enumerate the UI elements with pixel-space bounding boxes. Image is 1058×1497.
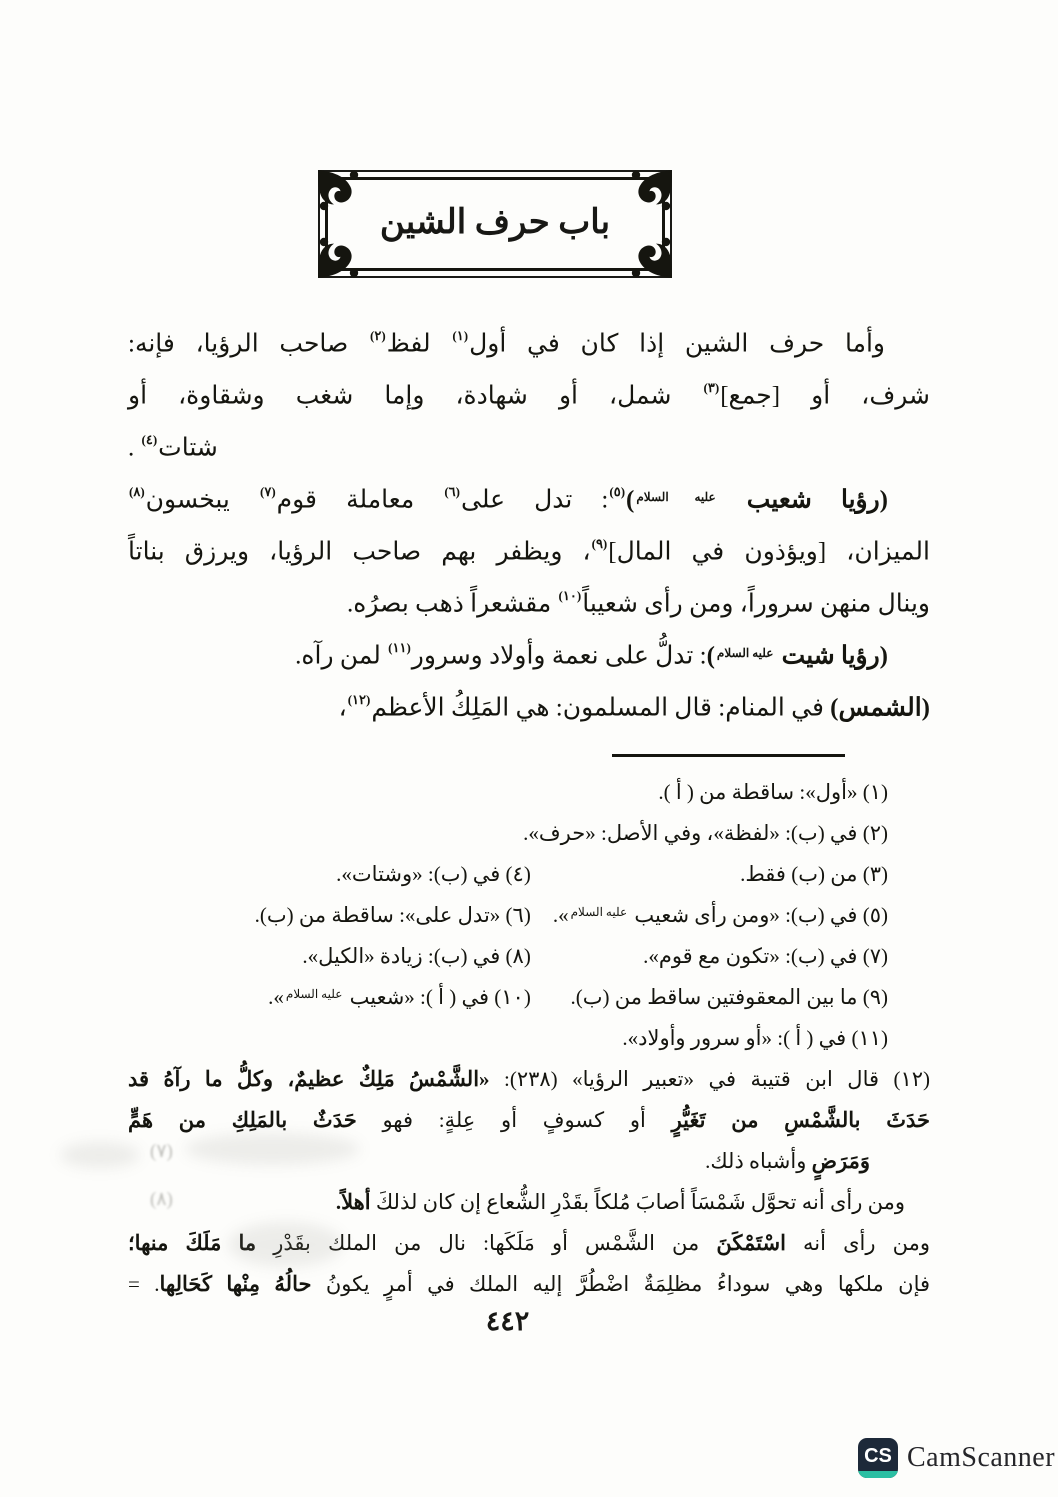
chapter-title: باب حرف الشين xyxy=(379,204,611,241)
footnote-line xyxy=(128,1059,930,1100)
text-run: وأما حرف الشين إذا كان في أول xyxy=(469,330,885,358)
text-run: (الشمس) xyxy=(830,694,930,722)
text-run: اسْتَمْكَنَ xyxy=(716,1231,786,1255)
honorific-mark: عليه السلام xyxy=(570,905,628,919)
text-run: . xyxy=(128,434,141,462)
scan-smudge xyxy=(228,1222,343,1267)
text-run: أو كسوفٍ أو عِلةٍ: فهو xyxy=(356,1108,672,1132)
text-run: (١) «أول»: ساقطة من ( أ ). xyxy=(658,780,888,804)
text-run: شرف، أو [جمع] xyxy=(720,382,930,410)
text-run: وَمَرَضٍ xyxy=(811,1149,870,1173)
footnote-ref: (١٢) xyxy=(347,692,371,707)
footnote-ref: (٣) xyxy=(703,380,720,395)
footnotes-block xyxy=(128,772,930,1305)
footnote-ref: (٩) xyxy=(591,536,608,551)
text-run: شمل، أو شهادة، وإما شغب وشقاوة، أو xyxy=(128,382,703,410)
footnote-row xyxy=(128,813,930,854)
chapter-title-box xyxy=(318,170,672,278)
text-run: ) xyxy=(706,642,715,670)
footnote-line xyxy=(128,1182,930,1223)
footnote-item xyxy=(531,854,888,895)
honorific-mark: عليه السلام xyxy=(716,646,774,661)
text-run: (٦) «تدل على»: ساقطة من (ب). xyxy=(254,903,531,927)
footnote-ref: (١١) xyxy=(388,640,411,655)
ghost-mark: (٧) xyxy=(150,1141,173,1162)
text-run: (١٠) في ( أ ): «شعيب xyxy=(344,985,531,1009)
text-run: «الشَّمْسُ مَلِكٌ عظيمٌ، وكلُّ ما رآهُ قد xyxy=(128,1067,490,1091)
camscanner-label: CamScanner xyxy=(907,1442,1056,1473)
text-run: (رؤيا شيت xyxy=(775,642,888,670)
footnote-row xyxy=(128,1018,930,1059)
text-run: حَدَثَ بالشَّمْسِ من تَغَيُّرٍ xyxy=(671,1108,930,1132)
footnote-ref: (٨) xyxy=(129,484,145,499)
text-run: في المنام: قال المسلمون: هي المَلِكُ الأعظم xyxy=(371,694,831,722)
text-run: حالُهُ مِنْها كَحَالِها xyxy=(159,1272,312,1296)
camscanner-logo-icon xyxy=(858,1438,898,1478)
footnote-item xyxy=(128,977,531,1018)
footnote-line xyxy=(128,1264,930,1305)
text-run: (١١) في ( أ ): «أو سرور وأولاد». xyxy=(622,1026,888,1050)
text-run: لمن رآه. xyxy=(295,642,388,670)
text-run: ، xyxy=(338,694,347,722)
footnote-row xyxy=(128,936,930,977)
footnote-row xyxy=(128,895,930,936)
footnote-ref: (١٠) xyxy=(558,588,582,603)
text-run: : تدلُّ على نعمة وأولاد وسرور xyxy=(411,642,707,670)
footnote-ref: (٤) xyxy=(141,432,158,447)
text-run: (رؤيا شعيب xyxy=(717,486,888,514)
text-run: . = xyxy=(128,1272,160,1296)
text-run: وأشباه ذلك. xyxy=(705,1149,812,1173)
ghost-mark: (٨) xyxy=(150,1189,173,1210)
footnote-ref: (٧) xyxy=(259,484,276,499)
footnote-item xyxy=(531,895,888,936)
page-number: ٤٤٢ xyxy=(485,1306,530,1336)
camscanner-badge-label: CS xyxy=(864,1445,892,1467)
scan-smudge xyxy=(60,1142,140,1168)
text-run: (٩) ما بين المعقوفتين ساقط من (ب). xyxy=(570,985,888,1009)
text-run: من الشَّمْس أو مَلَكَها: نال من الملك بقَدْرِ xyxy=(256,1231,717,1255)
footnote-item xyxy=(531,936,888,977)
text-line xyxy=(128,364,930,416)
text-run: ومن رأى أنه xyxy=(785,1231,930,1255)
text-run: : تدل على xyxy=(460,486,609,514)
main-text-block xyxy=(128,312,930,728)
text-line xyxy=(128,624,930,676)
camscanner-badge-strip xyxy=(858,1471,898,1478)
text-run: (٢) في (ب): «لفظة»، وفي الأصل: «حرف». xyxy=(523,821,888,845)
text-run: ومن رأى أنه تحوَّل شَمْسَاً أصابَ مُلكاً بقَدْرِ الشُّعاع إن كان لذلكَ xyxy=(370,1190,905,1214)
text-run: فإن ملكها وهي سوداءُ مظلِمَةٌ اضْطُرَّ إليه الملك في أمرٍ يكونُ xyxy=(311,1272,931,1296)
scan-smudge xyxy=(185,1133,360,1165)
camscanner-watermark xyxy=(858,1438,1055,1478)
footnote-item xyxy=(531,977,888,1018)
text-run: ». xyxy=(552,903,569,927)
text-line xyxy=(128,416,930,468)
text-run: ، ويظفر بهم صاحب الرؤيا، ويرزق بناتاً xyxy=(128,538,591,566)
footnote-ref: (٥) xyxy=(609,484,626,499)
text-run: يبخسون xyxy=(145,486,259,514)
text-run: ) xyxy=(626,486,635,514)
text-line xyxy=(128,468,930,520)
text-run: (٨) في (ب): زيادة «الكيل». xyxy=(302,944,531,968)
text-run: (١٢) قال ابن قتيبة في «تعبير الرؤيا» (٢٣٨): xyxy=(489,1067,931,1091)
text-run: شتات xyxy=(158,434,218,462)
footnote-item xyxy=(128,936,531,977)
text-run: معاملة قوم xyxy=(276,486,444,514)
footnote-separator xyxy=(612,754,845,757)
honorific-mark: عليه السلام xyxy=(285,987,343,1001)
honorific-mark: عليه السلام xyxy=(636,490,716,505)
text-run: مقشعراً ذهب بصرُه. xyxy=(347,590,558,618)
text-run: وينال منهن سروراً، ومن رأى شعيباً xyxy=(582,590,930,618)
text-line xyxy=(128,676,930,728)
footnote-ref: (٦) xyxy=(444,484,460,499)
text-run: الميزان، [ويؤذون في المال] xyxy=(608,538,930,566)
footnote-row xyxy=(128,854,930,895)
text-line xyxy=(128,520,930,572)
footnote-row xyxy=(128,772,930,813)
footnote-ref: (٢) xyxy=(370,328,386,343)
text-run: (٤) في (ب): «وشتات». xyxy=(336,862,531,886)
text-run: حَدَثٌ بالمَلِكِ من هَمٍّ xyxy=(128,1108,357,1132)
footnote-item xyxy=(128,854,531,895)
text-run: (٧) في (ب): «تكون مع قوم». xyxy=(643,944,888,968)
text-run: لفظ xyxy=(386,330,452,358)
footnote-block xyxy=(128,1059,930,1305)
text-run: ». xyxy=(268,985,284,1009)
text-line xyxy=(128,312,930,364)
footnote-item xyxy=(128,895,531,936)
chapter-title-frame xyxy=(325,177,665,271)
text-line xyxy=(128,572,930,624)
footnote-ref: (١) xyxy=(452,328,469,343)
footnote-row xyxy=(128,977,930,1018)
text-run: ما مَلَكَ منها؛ xyxy=(128,1231,257,1255)
text-run: (٣) من (ب) فقط. xyxy=(740,862,888,886)
text-run: أهلاً. xyxy=(335,1190,371,1214)
text-run: صاحب الرؤيا، فإنه: xyxy=(128,330,369,358)
text-run: (٥) في (ب): «ومن رأى شعيب xyxy=(629,903,888,927)
